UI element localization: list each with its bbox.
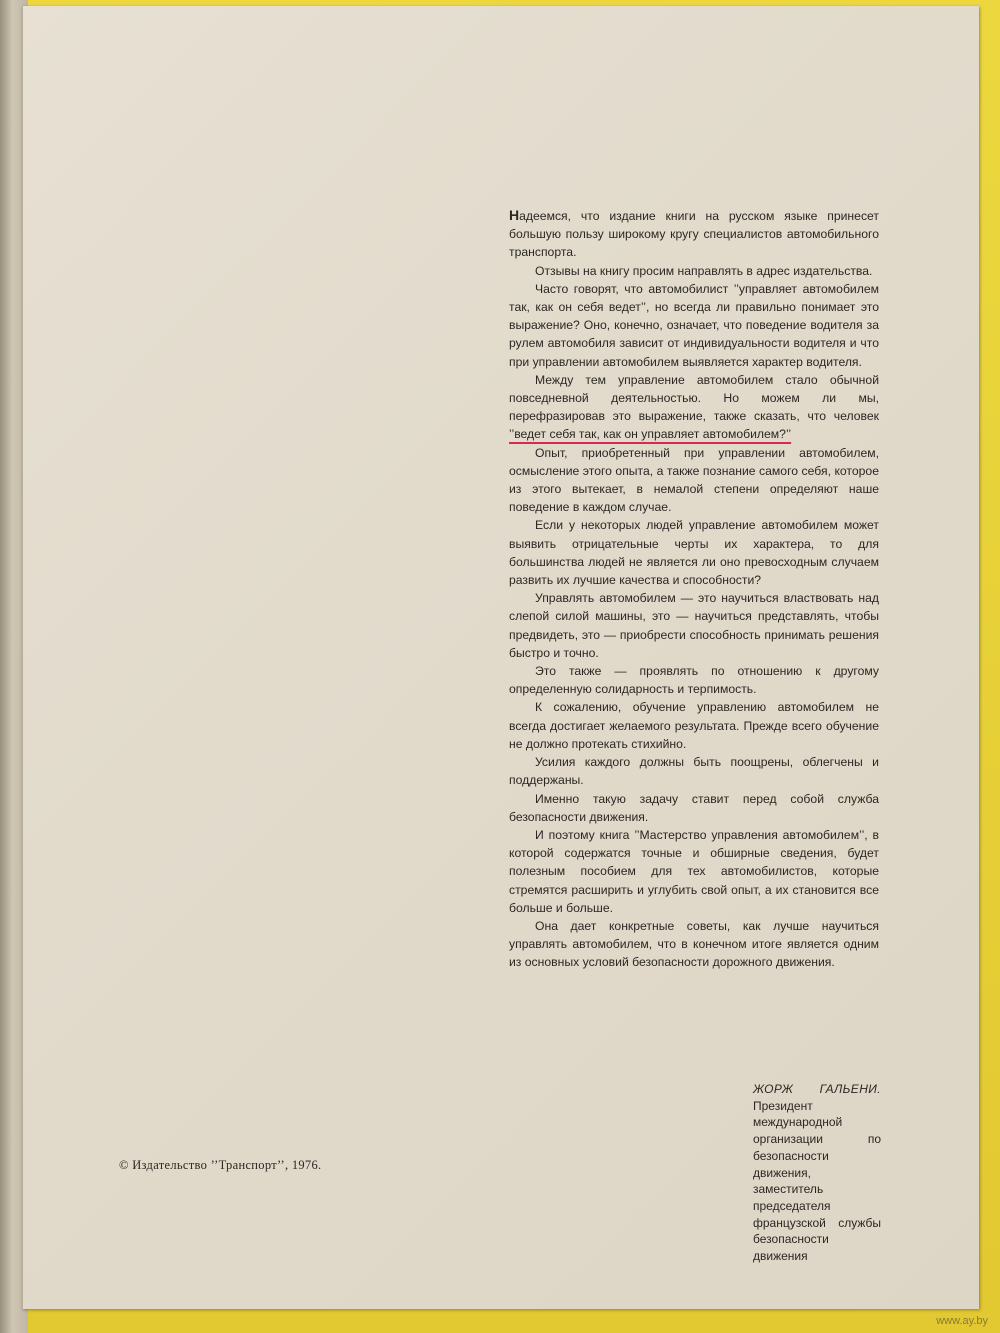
paragraph-4-text: Между тем управление автомобилем стало обычной повседневной деятельностью. Но можем ли мы, перефразировав это выражение, также сказать, что человек — [509, 372, 879, 424]
paragraph-6: Если у некоторых людей управление автомобилем может выявить отрицательные черты их характера, то для большинства людей не является ли оно превосходным случаем развить их лучшие качества и способности? — [509, 518, 879, 588]
paragraph-12: И поэтому книга ’’Мастерство управления автомобилем’’, в которой содержатся точные и обширные сведения, будет полезным пособием для тех автомобилистов, которые стремятся расширить и углубить свой опыт, а их становится все больше и больше. — [509, 827, 879, 915]
preface-text — [509, 206, 879, 972]
watermark: www.ay.by — [936, 1315, 988, 1327]
signature-name: ЖОРЖ ГАЛЬЕНИ. — [753, 1082, 881, 1096]
paragraph-1 — [509, 206, 879, 262]
copyright-notice: © Издательство ’’Транспорт’’, 1976. — [119, 1158, 322, 1172]
paragraph-13: Она дает конкретные советы, как лучше научиться управлять автомобилем, что в конечном итоге является одним из основных условий безопасности дорожного движения. — [509, 918, 879, 970]
drop-cap: Н — [509, 207, 520, 223]
paragraph-11: Именно такую задачу ставит перед собой служба безопасности движения. — [509, 791, 879, 824]
paragraph-1-text: адеемся, что издание книги на русском языке принесет большую пользу широкому кругу специалистов автомобильного транспорта. — [509, 209, 879, 260]
signature-block — [753, 1081, 881, 1265]
signature-title: Президент международной организации по безопасности движения, заместитель председателя французской службы безопасности движения — [753, 1098, 881, 1264]
paragraph-10: Усилия каждого должны быть поощрены, облегчены и поддержаны. — [509, 755, 879, 788]
paragraph-4 — [509, 371, 879, 444]
paragraph-9: К сожалению, обучение управлению автомобилем не всегда достигает желаемого результата. Прежде всего обучение не должно протекать стихийно. — [509, 700, 879, 751]
paragraph-8: Это также — проявлять по отношению к другому определенную солидарность и терпимость. — [509, 664, 879, 697]
paragraph-2: Отзывы на книгу просим направлять в адрес издательства. — [535, 263, 873, 278]
paragraph-7: Управлять автомобилем — это научиться властвовать над слепой силой машины, это — научиться представлять, чтобы предвидеть, это — приобрести способность принимать решения быстро и точно. — [509, 591, 879, 660]
paragraph-5: Опыт, приобретенный при управлении автомобилем, осмысление этого опыта, а также познание самого себя, которое из этого вытекает, в немалой степени определяют наше поведение в каждом случае. — [509, 445, 879, 515]
book-page — [22, 6, 979, 1309]
underlined-quote: ’’ведет себя так, как он управляет автомобилем?’’ — [509, 427, 792, 442]
paragraph-3: Часто говорят, что автомобилист ’’управляет автомобилем так, как он себя ведет’’, но всегда ли правильно понимает это выражение? Оно, конечно, означает, что поведение водителя за рулем автомобиля зависит от индивидуальности водителя и что при управлении автомобилем выявляется характер водителя. — [509, 281, 879, 369]
